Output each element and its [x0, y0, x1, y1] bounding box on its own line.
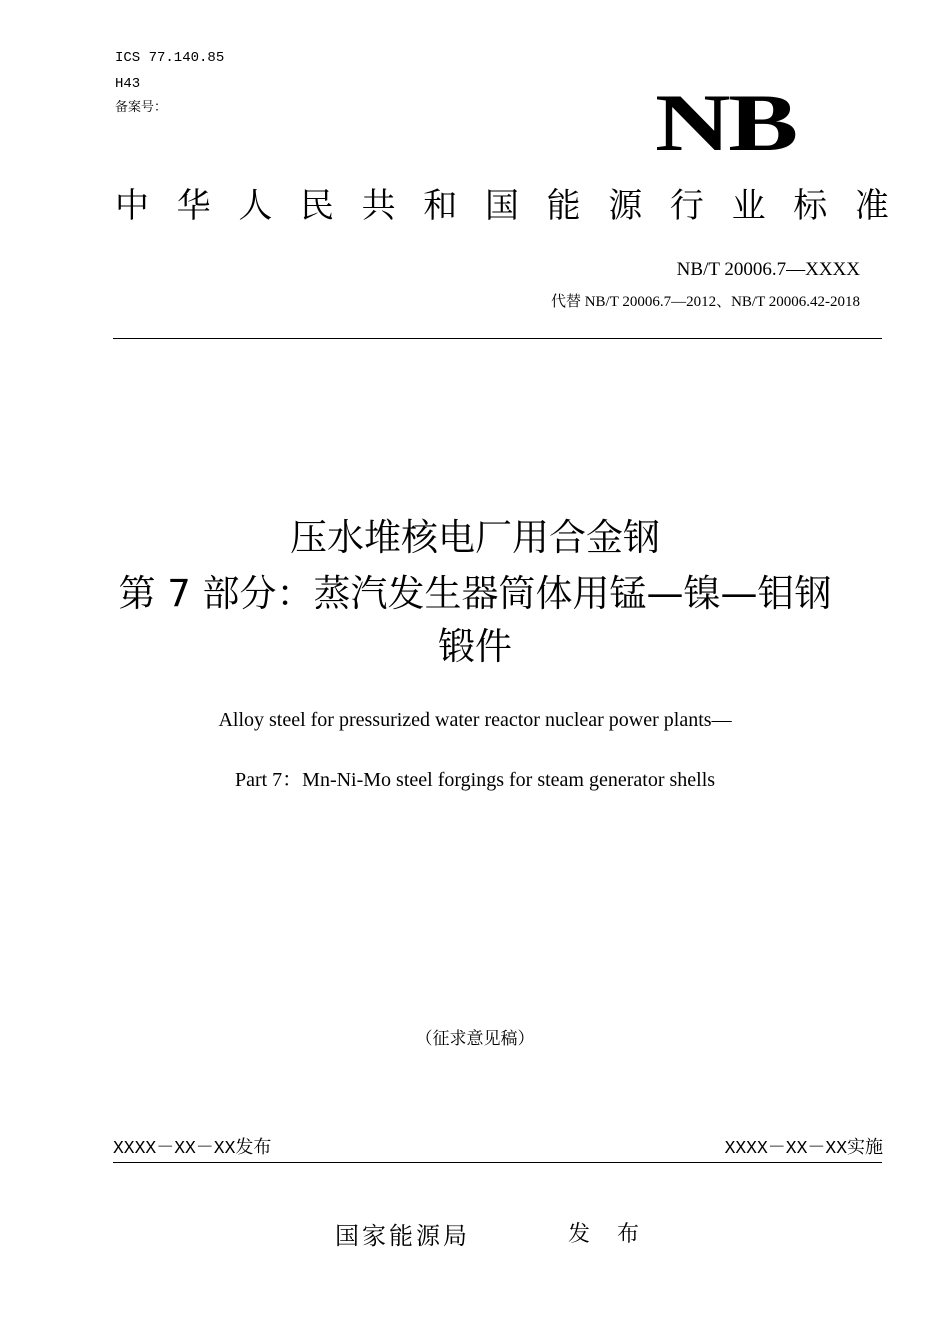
- standard-category-title: [112, 186, 892, 226]
- title-char: 准: [854, 186, 889, 226]
- title-char: 标: [793, 186, 828, 226]
- title-char: 行: [669, 186, 704, 226]
- header-divider: [113, 338, 882, 339]
- implement-date-line: [725, 1139, 883, 1158]
- draft-status: （征求意见稿）: [415, 1029, 535, 1049]
- filing-number-label: 备案号：: [115, 100, 168, 115]
- footer-divider: [113, 1162, 882, 1163]
- title-char: 源: [608, 186, 643, 226]
- document-title-en-line-2: Part 7：Mn-Ni-Mo steel forgings for steam generator shells: [234, 769, 716, 791]
- implement-label: 实施: [847, 1137, 883, 1158]
- ccs-code: H43: [115, 76, 141, 92]
- nb-logo: NB: [655, 77, 796, 168]
- title-char: 国: [484, 186, 519, 226]
- title-char: 能: [546, 186, 581, 226]
- title-char: 人: [238, 186, 273, 226]
- replaces-standards: 代替 NB/T 20006.7—2012、NB/T 20006.42-2018: [550, 294, 860, 310]
- publish-date-line: [113, 1139, 271, 1158]
- publish-date: XXXX－XX－XX: [113, 1139, 236, 1159]
- publish-label: 发布: [235, 1137, 272, 1158]
- issuing-authority: 国家能源局: [335, 1222, 470, 1250]
- document-title-cn-line-3: 锻件: [438, 625, 512, 668]
- title-char: 共: [361, 186, 396, 226]
- document-title-en-line-1: Alloy steel for pressurized water reactor nuclear power plants—: [218, 709, 732, 731]
- standard-number: NB/T 20006.7—XXXX: [676, 259, 860, 280]
- title-char: 和: [423, 186, 458, 226]
- ics-code: ICS 77.140.85: [115, 50, 225, 66]
- issue-label: 发 布: [568, 1222, 649, 1247]
- implement-date: XXXX－XX－XX: [724, 1139, 847, 1159]
- title-char: 华: [176, 186, 211, 226]
- document-title-cn-line-2: 第 7 部分：蒸汽发生器筒体用锰—镍—钼钢: [118, 572, 832, 615]
- title-char: 民: [299, 186, 334, 226]
- title-char: 中: [115, 186, 149, 226]
- title-char: 业: [731, 186, 766, 226]
- document-title-cn-line-1: 压水堆核电厂用合金钢: [290, 516, 660, 559]
